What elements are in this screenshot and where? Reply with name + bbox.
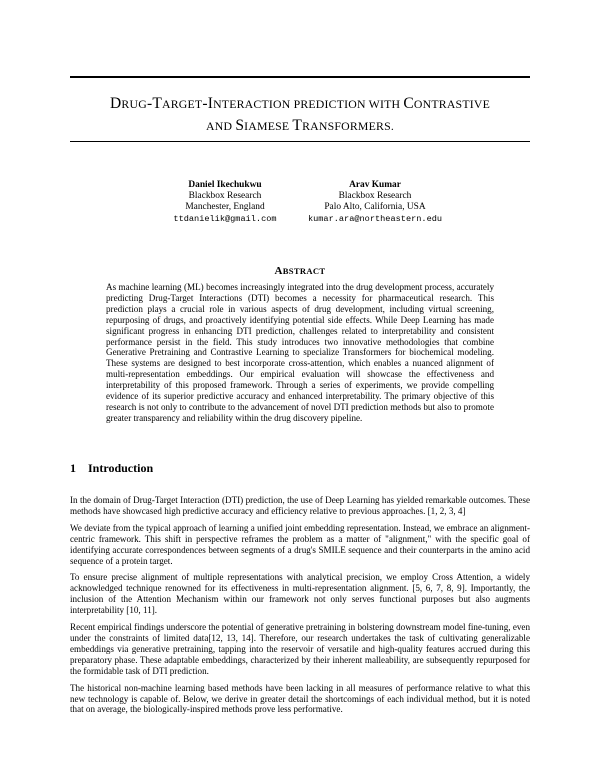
- paragraph: To ensure precise alignment of multiple representations with analytical precision, we employ Cross Attention, a widely acknowledged technique renowned for its effectiveness in multi-representation alignment. [5, 6, 7, 8, 9]. Importantly, the inclusion of the Attention Mechanism within our framework not only serves functional purposes but also augments interpretability [10, 11].: [70, 572, 530, 616]
- title-smallcaps: AND: [206, 119, 236, 133]
- abstract-text: As machine learning (ML) becomes increasingly integrated into the drug development process, accurately predicting Drug-Target Interactions (DTI) becomes a necessity for pharmaceutical research. This prediction plays a crucial role in various aspects of drug development, including virtual screening, repurposing of drugs, and proactively identifying potential side effects. While Deep Learning has made significant progress in enhancing DTI prediction, challenges related to interpretability and consistent performance persist in the field. This study introduces two innovative methodologies that combine Generative Pretraining and Contrastive Learning to specialize Transformers for biochemical modeling. These systems are designed to best incorporate cross-attention, which enables a nuanced alignment of multi-representation embeddings. Our empirical evaluation will showcase the effectiveness and interpretability of this proposed framework. Through a series of experiments, we provide compelling evidence of its superior predictive accuracy and enhanced interpretability. The primary objective of this research is not only to contribute to the advancement of novel DTI prediction methods but also to promote greater transparency and reliability within the drug discovery pipeline.: [106, 282, 494, 423]
- abstract-heading-cap: A: [274, 265, 283, 277]
- paragraph: The historical non-machine learning based methods have been lacking in all measures of performance relative to what this new technology is capable of. Below, we derive in greater detail the shortcomings of each individual method, but it is noted that on average, the biologically-inspired methods prove less performative.: [70, 682, 530, 715]
- section-body: [70, 495, 530, 721]
- title-bottom-rule: [70, 141, 530, 142]
- author-location: Palo Alto, California, USA: [324, 202, 426, 213]
- title-smallcaps: ARGET: [161, 97, 203, 111]
- author-location: Manchester, England: [185, 202, 265, 213]
- paragraph: Recent empirical findings underscore the potential of generative pretraining in bolstering downstream model fine-tuning, even under the constraints of limited data[12, 13, 14]. Therefore, our research undertakes the task of cultivating generalizable embeddings via generative pretraining, tapping into the reservoir of versatile and high-quality features accrued during this preparatory phase. These adaptable embeddings, characterized by their inherent malleability, are subsequently repurposed for the formidable task of DTI prediction.: [70, 622, 530, 676]
- title-capital: T: [152, 95, 162, 112]
- section-number: 1: [70, 461, 76, 475]
- author-name: Arav Kumar: [349, 180, 401, 190]
- title-smallcaps: RANSFORMERS.: [302, 119, 394, 133]
- author-block-1: [150, 180, 300, 225]
- author-affiliation: Blackbox Research: [338, 191, 412, 202]
- author-email: ttdanielik@gmail.com: [173, 213, 277, 224]
- paragraph: In the domain of Drug-Target Interaction (DTI) prediction, the use of Deep Learning has yielded remarkable outcomes. These methods have showcased high predictive accuracy and efficiency relative to previous approaches. [1, 2, 3, 4]: [70, 495, 530, 516]
- title-top-rule: [70, 76, 530, 78]
- abstract-heading-rest: BSTRACT: [282, 266, 326, 276]
- title-smallcaps: NTERACTION PREDICTION WITH: [213, 97, 404, 111]
- title-capital: S: [235, 117, 245, 134]
- author-block-2: [290, 180, 460, 225]
- section-heading: [70, 461, 530, 476]
- title-fragment: -: [202, 95, 208, 112]
- title-capital: T: [292, 117, 303, 134]
- author-affiliation: Blackbox Research: [188, 191, 262, 202]
- abstract-heading: [100, 265, 500, 277]
- title-fragment: -: [146, 95, 153, 112]
- section-title: Introduction: [88, 461, 154, 475]
- title-capital: I: [207, 95, 214, 112]
- title-smallcaps: IAMESE: [244, 119, 293, 133]
- title-capital: D: [110, 95, 122, 112]
- paragraph: We deviate from the typical approach of learning a unified joint embedding representation. Instead, we embrace an alignment-centric framework. This shift in perspective reframes the problem as a matter of "alignment," with the specific goal of identifying accurate correspondences between segments of a drug's SMILE sequence and their counterparts in the amino acid sequence of a protein target.: [70, 522, 530, 566]
- paper-title: [70, 93, 530, 137]
- author-name: Daniel Ikechukwu: [188, 180, 262, 190]
- title-smallcaps: ONTRASTIVE: [413, 97, 490, 111]
- title-capital: C: [403, 95, 414, 112]
- author-email: kumar.ara@northeastern.edu: [307, 213, 443, 224]
- title-smallcaps: RUG: [121, 97, 147, 111]
